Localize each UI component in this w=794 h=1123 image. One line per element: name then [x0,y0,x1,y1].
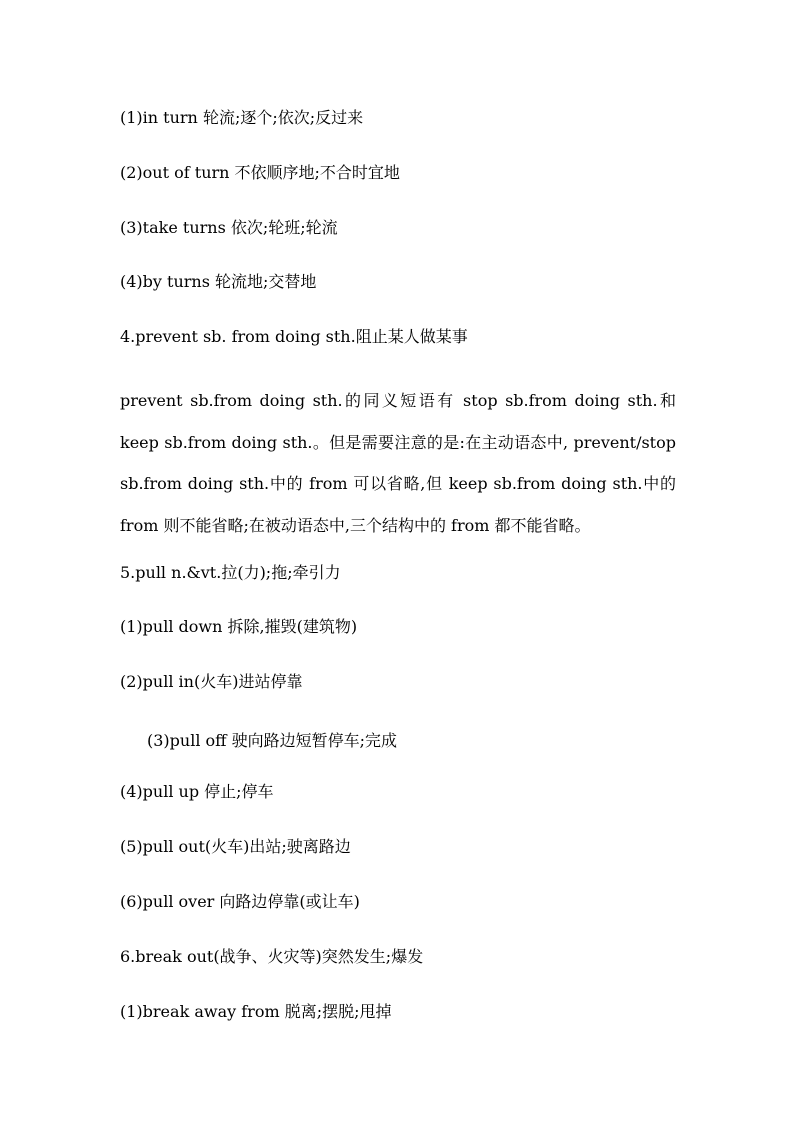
text-line-pull-over: (6)pull over 向路边停靠(或让车) [120,892,360,911]
text-line-pull-heading: 5.pull n.&vt.拉(力);拖;牵引力 [120,563,341,582]
text-line-by-turns: (4)by turns 轮流地;交替地 [120,272,317,291]
text-line-break-out-heading: 6.break out(战争、火灾等)突然发生;爆发 [120,947,424,966]
text-line-take-turns: (3)take turns 依次;轮班;轮流 [120,218,338,237]
text-line-out-of-turn: (2)out of turn 不依顺序地;不合时宜地 [120,163,400,182]
text-line-prevent-heading: 4.prevent sb. from doing sth.阻止某人做某事 [120,327,468,346]
text-line-pull-off: (3)pull off 驶向路边短暂停车;完成 [147,731,398,750]
text-line-pull-up: (4)pull up 停止;停车 [120,782,274,801]
text-line-pull-out: (5)pull out(火车)出站;驶离路边 [120,837,351,856]
text-line-pull-down: (1)pull down 拆除,摧毁(建筑物) [120,617,358,636]
text-line-in-turn: (1)in turn 轮流;逐个;依次;反过来 [120,108,364,127]
prevent-explanation-paragraph: prevent sb.from doing sth.的同义短语有 stop sb.from doing sth.和 keep sb.from doing sth.。但是需要注意的是:在主动语态中, prevent/stop sb.from doing sth.中的 from 可以省略,但 keep sb.from doing sth.中的 from 则不能省略;在被动语态中,三个结构中的 from 都不能省略。 [120,391,676,535]
text-line-pull-in: (2)pull in(火车)进站停靠 [120,672,303,691]
text-line-break-away-from: (1)break away from 脱离;摆脱;甩掉 [120,1002,392,1021]
